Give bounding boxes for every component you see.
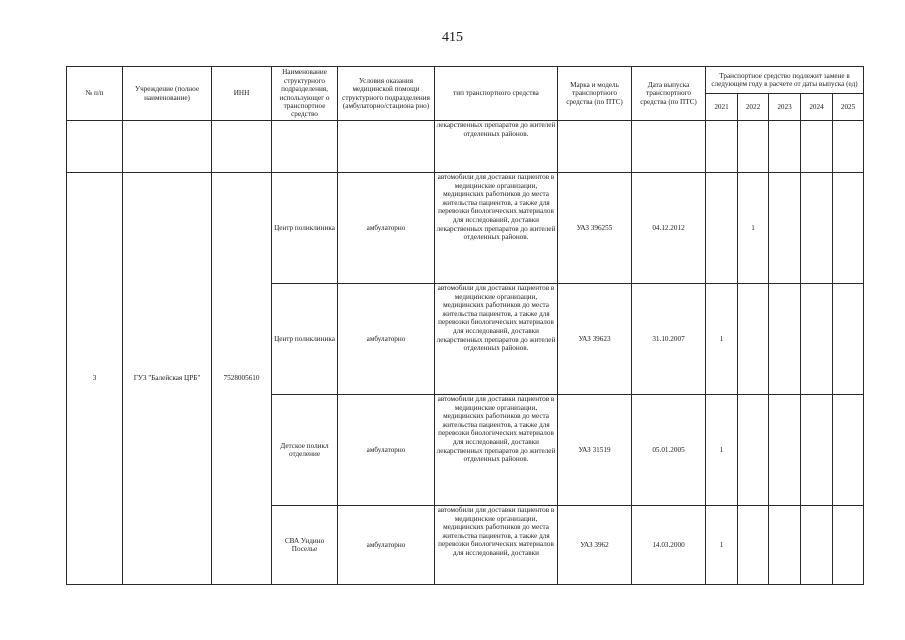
row-num: 3 [67,173,123,585]
row-count-2021: 1 [706,284,738,395]
cell-empty [123,121,212,173]
row-subdivision: Детское поликл отделение [272,395,338,506]
header-year: 2021 [706,94,738,121]
page-number: 415 [442,30,463,45]
header-row [67,67,864,94]
row-count-2022: 1 [738,173,769,284]
header-year: 2025 [833,94,864,121]
row-conditions: амбулаторно [338,395,435,506]
header-release-date: Дата выпуска транспортного средства (по ПТС) [632,67,706,121]
row-vehicle-type: автомобили для доставки пациентов в медицинские организации, медицинских работников до места жительства пациентов, а также для перевозки биологических материалов для исследований, доставки лекарственных препаратов до жителей отделенных районов. [435,173,558,284]
row-release-date: 04.12.2012 [632,173,706,284]
row-brand: УАЗ 396255 [558,173,632,284]
row-count-2025 [833,173,864,284]
row-subdivision: Центр поликлиника [272,173,338,284]
row-count-2023 [769,284,801,395]
row-count-2024 [801,173,833,284]
row-count-2021: 1 [706,506,738,585]
row-subdivision: Центр поликлиника [272,284,338,395]
row-count-2022 [738,506,769,585]
row-inn: 7528005610 [212,173,272,585]
row-institution: ГУЗ "Балейская ЦРБ" [123,173,212,585]
header-inn: ИНН [212,67,272,121]
row-release-date: 31.10.2007 [632,284,706,395]
continuation-vehicle-type: лекарственных препаратов до жителей отделенных районов. [435,121,558,173]
row-count-2024 [801,284,833,395]
row-count-2024 [801,506,833,585]
row-count-2025 [833,395,864,506]
cell-empty [769,121,801,173]
row-vehicle-type: автомобили для доставки пациентов в медицинские организации, медицинских работников до места жительства пациентов, а также для перевозки биологических материалов для исследований, доставки [435,506,558,585]
row-release-date: 05.01.2005 [632,395,706,506]
row-vehicle-type: автомобили для доставки пациентов в медицинские организации, медицинских работников до места жительства пациентов, а также для перевозки биологических материалов для исследований, доставки лекарственных препаратов до жителей отделенных районов. [435,284,558,395]
header-year: 2023 [769,94,801,121]
header-year: 2024 [801,94,833,121]
cell-empty [212,121,272,173]
cell-empty [338,121,435,173]
header-conditions: Условия оказания медицинской помощи структурного подразделения (амбулаторно/стациона рно) [338,67,435,121]
row-count-2023 [769,173,801,284]
row-subdivision: СВА Ундино Поселье [272,506,338,585]
header-subdivision: Наименование структурного подразделения, использующег о транспортное средство [272,67,338,121]
cell-empty [632,121,706,173]
row-count-2025 [833,284,864,395]
row-conditions: амбулаторно [338,506,435,585]
cell-empty [67,121,123,173]
row-conditions: амбулаторно [338,284,435,395]
cell-empty [706,121,738,173]
header-brand: Марка и модель транспортного средства (по ПТС) [558,67,632,121]
cell-empty [738,121,769,173]
row-release-date: 14.03.2000 [632,506,706,585]
row-vehicle-type: автомобили для доставки пациентов в медицинские организации, медицинских работников до места жительства пациентов, а также для перевозки биологических материалов для исследований, доставки лекарственных препаратов до жителей отделенных районов. [435,395,558,506]
row-conditions: амбулаторно [338,173,435,284]
header-num: № п/п [67,67,123,121]
vehicle-table [66,66,864,585]
header-institution: Учреждение (полное наименование) [123,67,212,121]
row-count-2023 [769,506,801,585]
cell-empty [801,121,833,173]
header-year: 2022 [738,94,769,121]
table-row [67,173,864,284]
header-replacement: Транспортное средство подлежит замене в следующем году в расчете от даты выпуска (ед) [706,67,864,94]
row-count-2021 [706,173,738,284]
cell-empty [558,121,632,173]
header-vehicle-type: тип транспортного средства [435,67,558,121]
row-count-2022 [738,395,769,506]
row-count-2025 [833,506,864,585]
cell-empty [272,121,338,173]
row-count-2023 [769,395,801,506]
row-count-2022 [738,284,769,395]
row-count-2021: 1 [706,395,738,506]
row-brand: УАЗ 31519 [558,395,632,506]
cell-empty [833,121,864,173]
row-brand: УАЗ 39623 [558,284,632,395]
continuation-row [67,121,864,173]
row-brand: УАЗ 3962 [558,506,632,585]
row-count-2024 [801,395,833,506]
